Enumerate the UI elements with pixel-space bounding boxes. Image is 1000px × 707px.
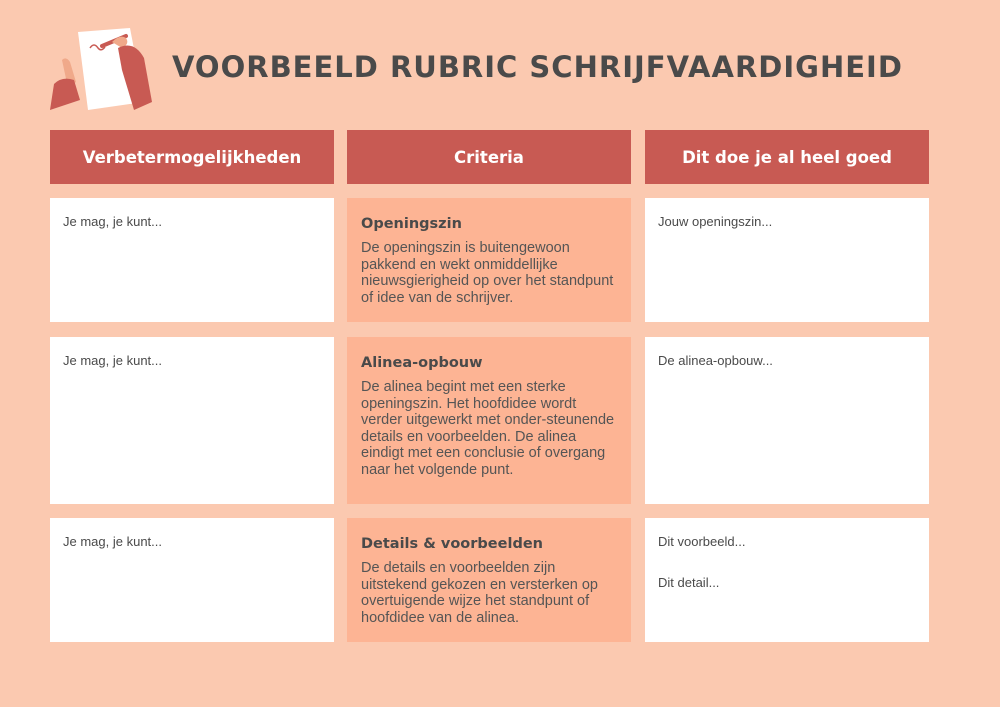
strength-prompt: Jouw openingszin... bbox=[658, 214, 773, 229]
criterion-cell bbox=[347, 518, 631, 642]
improvement-cell bbox=[50, 337, 334, 504]
strength-cell bbox=[645, 198, 929, 322]
strength-cell bbox=[645, 518, 929, 642]
criterion-cell bbox=[347, 198, 631, 322]
header-improvements: Verbetermogelijkheden bbox=[50, 130, 334, 184]
criterion-description: De alinea begint met een sterke openingszin. Het hoofdidee wordt verder uitgewerkt met onder-steunende details en voorbeelden. De alinea eindigt met een conclusie of overgang naar het volgende punt. bbox=[361, 379, 615, 478]
criterion-description: De details en voorbeelden zijn uitstekend gekozen en versterken op overtuigende wijze het standpunt of hoofdidee van de alinea. bbox=[361, 560, 598, 626]
criterion-title: Details & voorbeelden bbox=[361, 536, 543, 552]
strength-prompt: Dit detail... bbox=[658, 575, 720, 590]
strength-cell bbox=[645, 337, 929, 504]
improvement-cell bbox=[50, 198, 334, 322]
criterion-title: Alinea-opbouw bbox=[361, 355, 483, 371]
criterion-title: Openingszin bbox=[361, 216, 462, 232]
writing-hand-illustration bbox=[48, 26, 152, 114]
criterion-cell bbox=[347, 337, 631, 504]
improvement-prompt: Je mag, je kunt... bbox=[63, 534, 162, 549]
improvement-prompt: Je mag, je kunt... bbox=[63, 214, 162, 229]
criterion-description: De openingszin is buitengewoon pakkend en wekt onmiddellijke nieuwsgierigheid op over het standpunt of idee van de schrijver. bbox=[361, 240, 614, 306]
improvement-prompt: Je mag, je kunt... bbox=[63, 353, 162, 368]
page-title: VOORBEELD RUBRIC SCHRIJFVAARDIGHEID bbox=[172, 50, 903, 84]
strength-prompt: Dit voorbeeld... bbox=[658, 534, 746, 549]
strength-prompt: De alinea-opbouw... bbox=[658, 353, 773, 368]
improvement-cell bbox=[50, 518, 334, 642]
header-strengths: Dit doe je al heel goed bbox=[645, 130, 929, 184]
header-criteria: Criteria bbox=[347, 130, 631, 184]
